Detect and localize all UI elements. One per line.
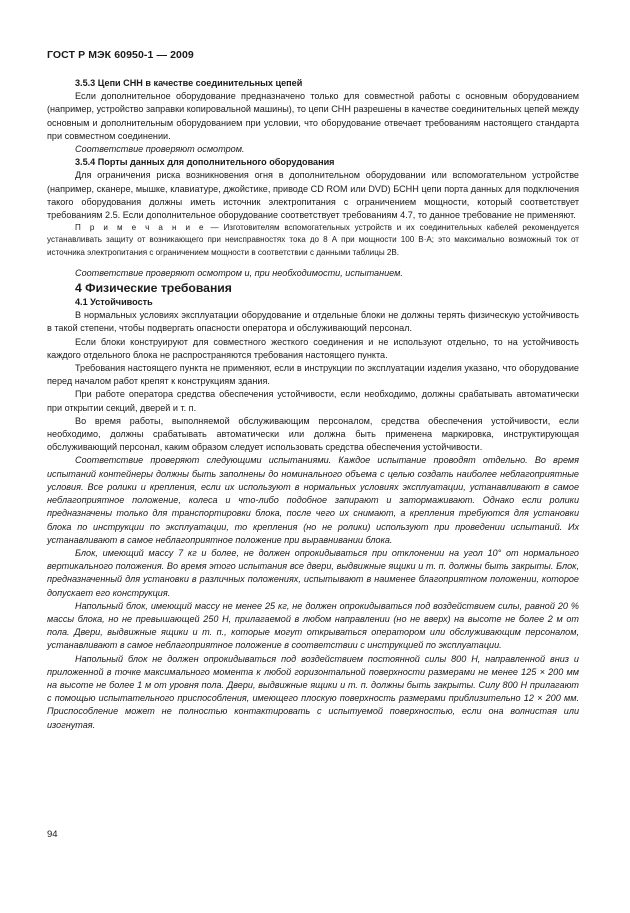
paragraph: Если дополнительное оборудование предназначено только для совместной работы с основным оборудованием (например, устройство заправки копировальной машины), то цепи СНН разрешены в качестве соединительных цепей между основным и дополнительным оборудованием при условии, что оборудование отвечает требованиям настоящего стандарта при совместном соединении.: [47, 91, 579, 141]
test-paragraph: Блок, имеющий массу 7 кг и более, не должен опрокидываться при отклонении на угол 10° от нормального вертикального положения. Во время этого испытания все двери, выдвижные ящики и т. п. должны быть закрыты. Блок, предназначенный для установки в различных положениях, испытывают в наименее благоприятном положении, которое допускает его конструкция.: [47, 547, 579, 598]
paragraph: В нормальных условиях эксплуатации оборудование и отдельные блоки не должны терять физическую устойчивость в такой степени, чтобы подвергать опасности оператора и обслуживающий персонал.: [47, 310, 579, 334]
compliance-text: Соответствие проверяют осмотром и, при необходимости, испытанием.: [75, 267, 403, 278]
compliance-text: Соответствие проверяют осмотром.: [75, 144, 245, 155]
page-number: 94: [47, 829, 58, 840]
test-paragraph: Соответствие проверяют следующими испытаниями. Каждое испытание проводят отдельно. Во время испытаний контейнеры должны быть заполнены до номинального объема с целью создать наиболее неблагоприятные условия. Все ролики и крепления, если их используют в нормальных условиях эксплуатации, устанавливают в самое неблагоприятное положение, колеса и что-либо подобное запирают и затормаживают. Однако если ролики предназначены только для транспортировки блока, после чего их снимают, а крепления требуются для установки блока по инструкции по эксплуатации, то крепления (но не ролики) используют при проведении испытаний. Их устанавливают в самое неблагоприятное положение при выравнивании блока.: [47, 455, 579, 545]
heading-4-1: 4.1 Устойчивость: [75, 297, 153, 308]
paragraph: Для ограничения риска возникновения огня в дополнительном оборудовании или вспомогательном устройстве (например, сканере, мышке, клавиатуре, джойстике, приводе CD ROM или DVD) БСНН цепи порта данных для подключения такого оборудования должны иметь источник электропитания с ограничением мощности, который соответствует требованиям 2.5. Если дополнительное оборудование соответствует требованиям 4.7, то данное требование не применяют.: [47, 170, 579, 221]
paragraph: Если блоки конструируют для совместного жесткого соединения и не используют отдельно, то на устойчивость каждого отдельного блока не распространяются требования настоящего пункта.: [47, 336, 579, 360]
note-label: П р и м е ч а н и е: [75, 223, 206, 233]
heading-3-5-4: 3.5.4 Порты данных для дополнительного оборудования: [75, 157, 335, 168]
paragraph: При работе оператора средства обеспечения устойчивости, если необходимо, должны срабатывать автоматически при открытии секций, дверей и т. п.: [47, 389, 579, 413]
document-body: [47, 77, 579, 732]
heading-4: 4 Физические требования: [75, 281, 232, 296]
paragraph: Во время работы, выполняемой обслуживающим персоналом, средства обеспечения устойчивости, если необходимо, должны срабатывать автоматически или должна быть применена маркировка, инструктирующая обслуживающий персонал, каким образом следует использовать средства обеспечения устойчивости.: [47, 415, 579, 453]
note: [47, 222, 579, 259]
test-paragraph: Напольный блок не должен опрокидываться под воздействием постоянной силы 800 Н, направленной вниз и приложенной в точке максимального момента к любой горизонтальной поверхности размерами не менее 125 × 200 мм на высоте не более 1 м от уровня пола. Двери, выдвижные ящики и т. п. должны быть закрыты. Силу 800 Н прилагают с помощью испытательного приспособления, имеющего плоскую поверхность размерами приблизительно 12 × 200 мм. Приспособление может не полностью контактировать с испытуемой поверхностью, если она волнистая или изогнутая.: [47, 653, 579, 730]
page-header: ГОСТ Р МЭК 60950-1 — 2009: [47, 49, 194, 61]
note-text: — Изготовителям вспомогательных устройств и их соединительных кабелей рекомендуется устанавливать защиту от возникающего при неисправностях тока до 8 А при мощности 100 В·А; это максимально возможный ток от источника электропитания с ограничением мощности в соответствии с данными таблицы 2В.: [47, 223, 579, 257]
heading-3-5-3: 3.5.3 Цепи СНН в качестве соединительных цепей: [75, 78, 303, 88]
test-paragraph: Напольный блок, имеющий массу не менее 25 кг, не должен опрокидываться под воздействием силы, равной 20 % массы блока, но не превышающей 250 Н, прилагаемой в любом направлении (но не вверх) на высоте не более 2 м от пола. Двери, выдвижные ящики и т. п., которые могут открываться оператором или обслуживающим персоналом, устанавливают в самое неблагоприятное положение в соответствии с инструкцией по эксплуатации.: [47, 600, 579, 651]
paragraph: Требования настоящего пункта не применяют, если в инструкции по эксплуатации изделия указано, что оборудование перед началом работ крепят к конструкциям здания.: [47, 363, 579, 387]
